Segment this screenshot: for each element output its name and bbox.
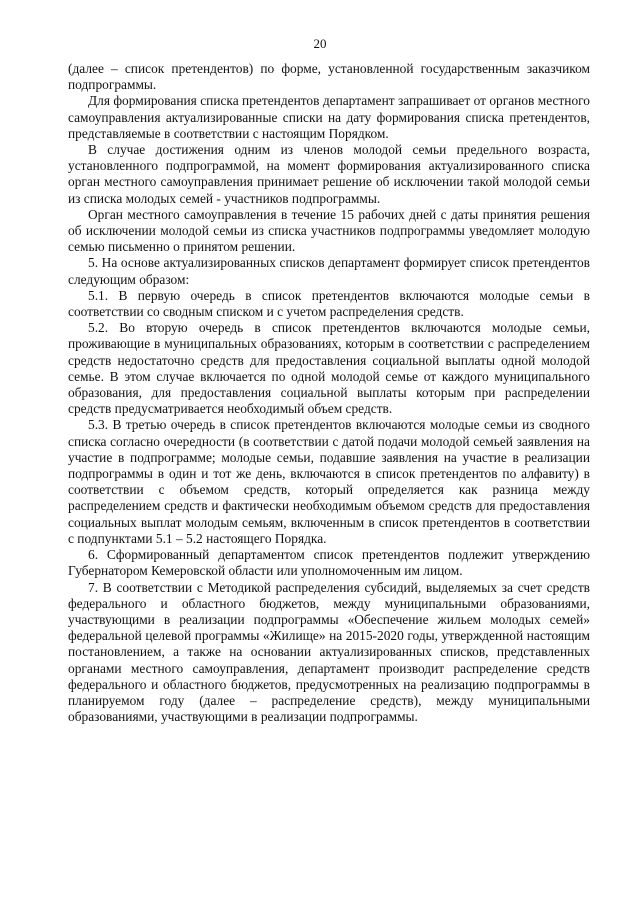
paragraph-candidate-list-request: Для формирования списка претендентов департамент запрашивает от органов местного самоуправления актуализированные списки на дату формирования списка претендентов, представляемые в соответствии с настоящим Порядком. [68,93,590,141]
paragraph-item-5-1: 5.1. В первую очередь в список претендентов включаются молодые семьи в соответствии со сводным списком и с учетом распределения средств. [68,287,590,320]
paragraph-item-5-3: 5.3. В третью очередь в список претендентов включаются молодые семьи из сводного списка согласно очередности (в соответствии с датой подачи молодой семьей заявления на участие в подпрограмме; молодые семьи, подавшие заявления на участие в реализации подпрограммы в один и тот же день, включаются в список претендентов по алфавиту) в соответствии с объемом средств, который определяется как разница между распределением средств и фактически необходимым объемом средств для предоставления социальных выплат молодым семьям, включенным в список претендентов в соответствии с подпунктами 5.1 – 5.2 настоящего Порядка. [68,417,590,546]
document-body [68,61,590,725]
paragraph-continuation: (далее – список претендентов) по форме, установленной государственным заказчиком подпрограммы. [68,61,590,93]
paragraph-notification: Орган местного самоуправления в течение 15 рабочих дней с даты принятия решения об исключении молодой семьи из списка участников подпрограммы уведомляет молодую семью письменно о принятом решении. [68,206,590,255]
paragraph-item-5: 5. На основе актуализированных списков департамент формирует список претендентов следующим образом: [68,255,590,287]
paragraph-item-6: 6. Сформированный департаментом список претендентов подлежит утверждению Губернатором Кемеровской области или уполномоченным им лицом. [68,547,590,579]
paragraph-age-limit-exclusion: В случае достижения одним из членов молодой семьи предельного возраста, установленного подпрограммой, на момент формирования актуализированного списка орган местного самоуправления принимает решение об исключении такой молодой семьи из списка молодых семей - участников подпрограммы. [68,142,590,206]
paragraph-item-5-2: 5.2. Во вторую очередь в список претендентов включаются молодые семьи, проживающие в муниципальных образованиях, которым в соответствии с распределением средств недостаточно средств для предоставления социальной выплаты одной молодой семье. В этом случае включается по одной молодой семье от каждого муниципального образования, для предоставления социальной выплаты которым при распределении средств предусматривается необходимый объем средств. [68,320,590,417]
paragraph-item-7: 7. В соответствии с Методикой распределения субсидий, выделяемых за счет средств федерального и областного бюджетов, между муниципальными образованиями, участвующими в реализации подпрограммы «Обеспечение жильем молодых семей» федеральной целевой программы «Жилище» на 2015-2020 годы, утвержденной настоящим постановлением, а также на основании актуализированных списков, представленных органами местного самоуправления, департамент производит распределение средств федерального и областного бюджетов, предусмотренных на реализацию подпрограммы в планируемом году (далее – распределение средств), между муниципальными образованиями, участвующими в реализации подпрограммы. [68,579,590,725]
page-number: 20 [313,36,327,51]
